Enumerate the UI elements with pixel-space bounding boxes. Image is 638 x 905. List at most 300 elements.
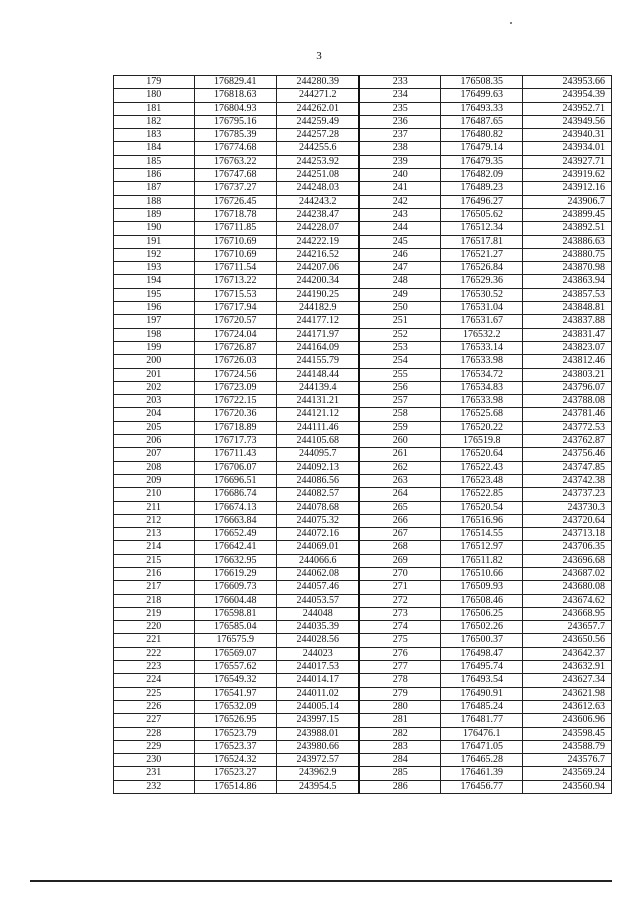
point-number-left-cell: 207 <box>114 448 195 461</box>
point-number-right-cell: 255 <box>359 368 440 381</box>
table-row <box>114 248 612 261</box>
y-coordinate-left-cell: 244248.03 <box>276 182 359 195</box>
point-number-right-cell: 285 <box>359 767 440 780</box>
y-coordinate-left-cell: 244048 <box>276 607 359 620</box>
x-coordinate-right-cell: 176493.54 <box>440 674 522 687</box>
table-row <box>114 115 612 128</box>
y-coordinate-left-cell: 244053.57 <box>276 594 359 607</box>
y-coordinate-left-cell: 244111.46 <box>276 421 359 434</box>
x-coordinate-left-cell: 176532.09 <box>194 700 276 713</box>
y-coordinate-right-cell: 243812.46 <box>523 355 612 368</box>
x-coordinate-right-cell: 176482.09 <box>440 169 522 182</box>
point-number-left-cell: 210 <box>114 488 195 501</box>
point-number-left-cell: 229 <box>114 740 195 753</box>
y-coordinate-left-cell: 244216.52 <box>276 248 359 261</box>
y-coordinate-left-cell: 244190.25 <box>276 288 359 301</box>
table-row <box>114 714 612 727</box>
point-number-left-cell: 194 <box>114 275 195 288</box>
y-coordinate-right-cell: 243606.96 <box>523 714 612 727</box>
y-coordinate-left-cell: 243997.15 <box>276 714 359 727</box>
point-number-right-cell: 257 <box>359 395 440 408</box>
y-coordinate-right-cell: 243560.94 <box>523 780 612 793</box>
table-row <box>114 142 612 155</box>
x-coordinate-left-cell: 176722.15 <box>194 395 276 408</box>
point-number-left-cell: 204 <box>114 408 195 421</box>
point-number-right-cell: 250 <box>359 302 440 315</box>
x-coordinate-left-cell: 176632.95 <box>194 554 276 567</box>
x-coordinate-left-cell: 176726.03 <box>194 355 276 368</box>
point-number-right-cell: 274 <box>359 621 440 634</box>
x-coordinate-right-cell: 176499.63 <box>440 89 522 102</box>
y-coordinate-right-cell: 243588.79 <box>523 740 612 753</box>
x-coordinate-left-cell: 176711.85 <box>194 222 276 235</box>
point-number-left-cell: 196 <box>114 302 195 315</box>
table-row <box>114 554 612 567</box>
x-coordinate-right-cell: 176533.98 <box>440 395 522 408</box>
y-coordinate-left-cell: 244086.56 <box>276 474 359 487</box>
x-coordinate-left-cell: 176718.78 <box>194 208 276 221</box>
x-coordinate-right-cell: 176498.47 <box>440 647 522 660</box>
x-coordinate-right-cell: 176521.27 <box>440 248 522 261</box>
coordinates-table <box>113 75 612 794</box>
point-number-right-cell: 264 <box>359 488 440 501</box>
y-coordinate-left-cell: 244121.12 <box>276 408 359 421</box>
x-coordinate-left-cell: 176829.41 <box>194 76 276 89</box>
y-coordinate-right-cell: 243706.35 <box>523 541 612 554</box>
table-row <box>114 89 612 102</box>
point-number-right-cell: 263 <box>359 474 440 487</box>
y-coordinate-left-cell: 244062.08 <box>276 567 359 580</box>
x-coordinate-left-cell: 176523.79 <box>194 727 276 740</box>
y-coordinate-left-cell: 243954.5 <box>276 780 359 793</box>
x-coordinate-right-cell: 176520.54 <box>440 501 522 514</box>
y-coordinate-right-cell: 243880.75 <box>523 248 612 261</box>
x-coordinate-left-cell: 176514.86 <box>194 780 276 793</box>
point-number-left-cell: 212 <box>114 514 195 527</box>
y-coordinate-left-cell: 244095.7 <box>276 448 359 461</box>
y-coordinate-right-cell: 243848.81 <box>523 302 612 315</box>
x-coordinate-left-cell: 176804.93 <box>194 102 276 115</box>
x-coordinate-right-cell: 176516.96 <box>440 514 522 527</box>
y-coordinate-right-cell: 243953.66 <box>523 76 612 89</box>
table-row <box>114 461 612 474</box>
point-number-right-cell: 235 <box>359 102 440 115</box>
y-coordinate-right-cell: 243927.71 <box>523 155 612 168</box>
y-coordinate-right-cell: 243823.07 <box>523 341 612 354</box>
y-coordinate-right-cell: 243863.94 <box>523 275 612 288</box>
x-coordinate-right-cell: 176485.24 <box>440 700 522 713</box>
point-number-left-cell: 184 <box>114 142 195 155</box>
point-number-right-cell: 278 <box>359 674 440 687</box>
y-coordinate-left-cell: 244011.02 <box>276 687 359 700</box>
x-coordinate-right-cell: 176530.52 <box>440 288 522 301</box>
point-number-left-cell: 180 <box>114 89 195 102</box>
point-number-right-cell: 271 <box>359 581 440 594</box>
x-coordinate-right-cell: 176487.65 <box>440 115 522 128</box>
x-coordinate-right-cell: 176479.35 <box>440 155 522 168</box>
y-coordinate-left-cell: 244280.39 <box>276 76 359 89</box>
y-coordinate-right-cell: 243632.91 <box>523 661 612 674</box>
y-coordinate-right-cell: 243742.38 <box>523 474 612 487</box>
x-coordinate-left-cell: 176663.84 <box>194 514 276 527</box>
point-number-left-cell: 226 <box>114 700 195 713</box>
x-coordinate-left-cell: 176619.29 <box>194 567 276 580</box>
point-number-right-cell: 243 <box>359 208 440 221</box>
x-coordinate-right-cell: 176517.81 <box>440 235 522 248</box>
point-number-right-cell: 261 <box>359 448 440 461</box>
y-coordinate-right-cell: 243788.08 <box>523 395 612 408</box>
point-number-right-cell: 266 <box>359 514 440 527</box>
table-row <box>114 661 612 674</box>
point-number-left-cell: 188 <box>114 195 195 208</box>
point-number-left-cell: 182 <box>114 115 195 128</box>
point-number-left-cell: 221 <box>114 634 195 647</box>
x-coordinate-right-cell: 176481.77 <box>440 714 522 727</box>
y-coordinate-right-cell: 243756.46 <box>523 448 612 461</box>
x-coordinate-left-cell: 176774.68 <box>194 142 276 155</box>
y-coordinate-right-cell: 243680.08 <box>523 581 612 594</box>
x-coordinate-left-cell: 176585.04 <box>194 621 276 634</box>
x-coordinate-left-cell: 176720.57 <box>194 315 276 328</box>
page-number: 3 <box>316 50 322 62</box>
x-coordinate-right-cell: 176523.48 <box>440 474 522 487</box>
y-coordinate-right-cell: 243598.45 <box>523 727 612 740</box>
point-number-left-cell: 197 <box>114 315 195 328</box>
y-coordinate-right-cell: 243627.34 <box>523 674 612 687</box>
point-number-left-cell: 201 <box>114 368 195 381</box>
y-coordinate-left-cell: 244105.68 <box>276 435 359 448</box>
table-row <box>114 594 612 607</box>
table-row <box>114 488 612 501</box>
y-coordinate-left-cell: 244255.6 <box>276 142 359 155</box>
y-coordinate-right-cell: 243713.18 <box>523 528 612 541</box>
point-number-left-cell: 213 <box>114 528 195 541</box>
x-coordinate-left-cell: 176524.32 <box>194 754 276 767</box>
point-number-right-cell: 237 <box>359 129 440 142</box>
point-number-left-cell: 193 <box>114 262 195 275</box>
y-coordinate-right-cell: 243730.3 <box>523 501 612 514</box>
point-number-right-cell: 240 <box>359 169 440 182</box>
x-coordinate-right-cell: 176500.37 <box>440 634 522 647</box>
y-coordinate-right-cell: 243886.63 <box>523 235 612 248</box>
table-row <box>114 541 612 554</box>
point-number-left-cell: 220 <box>114 621 195 634</box>
x-coordinate-right-cell: 176510.66 <box>440 567 522 580</box>
point-number-right-cell: 260 <box>359 435 440 448</box>
x-coordinate-left-cell: 176723.09 <box>194 381 276 394</box>
x-coordinate-left-cell: 176717.73 <box>194 435 276 448</box>
table-row <box>114 634 612 647</box>
x-coordinate-left-cell: 176575.9 <box>194 634 276 647</box>
x-coordinate-right-cell: 176520.22 <box>440 421 522 434</box>
y-coordinate-right-cell: 243642.37 <box>523 647 612 660</box>
table-row <box>114 687 612 700</box>
x-coordinate-left-cell: 176726.45 <box>194 195 276 208</box>
x-coordinate-right-cell: 176522.85 <box>440 488 522 501</box>
x-coordinate-left-cell: 176737.27 <box>194 182 276 195</box>
x-coordinate-left-cell: 176642.41 <box>194 541 276 554</box>
table-row <box>114 288 612 301</box>
x-coordinate-right-cell: 176461.39 <box>440 767 522 780</box>
x-coordinate-right-cell: 176533.98 <box>440 355 522 368</box>
y-coordinate-right-cell: 243772.53 <box>523 421 612 434</box>
table-row <box>114 328 612 341</box>
x-coordinate-left-cell: 176598.81 <box>194 607 276 620</box>
x-coordinate-left-cell: 176674.13 <box>194 501 276 514</box>
point-number-left-cell: 224 <box>114 674 195 687</box>
table-row <box>114 222 612 235</box>
table-row <box>114 700 612 713</box>
point-number-left-cell: 191 <box>114 235 195 248</box>
point-number-left-cell: 206 <box>114 435 195 448</box>
y-coordinate-left-cell: 244069.01 <box>276 541 359 554</box>
x-coordinate-left-cell: 176652.49 <box>194 528 276 541</box>
table-row <box>114 262 612 275</box>
point-number-right-cell: 279 <box>359 687 440 700</box>
table-row <box>114 129 612 142</box>
x-coordinate-left-cell: 176604.48 <box>194 594 276 607</box>
table-row <box>114 528 612 541</box>
y-coordinate-left-cell: 244005.14 <box>276 700 359 713</box>
x-coordinate-left-cell: 176710.69 <box>194 248 276 261</box>
y-coordinate-right-cell: 243906.7 <box>523 195 612 208</box>
y-coordinate-left-cell: 244164.09 <box>276 341 359 354</box>
point-number-right-cell: 268 <box>359 541 440 554</box>
point-number-right-cell: 233 <box>359 76 440 89</box>
coordinates-table-body <box>114 76 612 794</box>
y-coordinate-right-cell: 243831.47 <box>523 328 612 341</box>
y-coordinate-right-cell: 243837.88 <box>523 315 612 328</box>
y-coordinate-left-cell: 244257.28 <box>276 129 359 142</box>
x-coordinate-right-cell: 176508.46 <box>440 594 522 607</box>
point-number-left-cell: 195 <box>114 288 195 301</box>
point-number-left-cell: 216 <box>114 567 195 580</box>
x-coordinate-right-cell: 176525.68 <box>440 408 522 421</box>
point-number-left-cell: 232 <box>114 780 195 793</box>
point-number-right-cell: 258 <box>359 408 440 421</box>
y-coordinate-right-cell: 243747.85 <box>523 461 612 474</box>
x-coordinate-left-cell: 176747.68 <box>194 169 276 182</box>
y-coordinate-left-cell: 243980.66 <box>276 740 359 753</box>
table-row <box>114 514 612 527</box>
point-number-left-cell: 217 <box>114 581 195 594</box>
y-coordinate-left-cell: 244075.32 <box>276 514 359 527</box>
point-number-right-cell: 259 <box>359 421 440 434</box>
table-row <box>114 754 612 767</box>
y-coordinate-left-cell: 244014.17 <box>276 674 359 687</box>
y-coordinate-right-cell: 243940.31 <box>523 129 612 142</box>
y-coordinate-left-cell: 244057.46 <box>276 581 359 594</box>
y-coordinate-left-cell: 244035.39 <box>276 621 359 634</box>
x-coordinate-right-cell: 176509.93 <box>440 581 522 594</box>
table-row <box>114 740 612 753</box>
x-coordinate-left-cell: 176795.16 <box>194 115 276 128</box>
y-coordinate-right-cell: 243954.39 <box>523 89 612 102</box>
y-coordinate-left-cell: 244028.56 <box>276 634 359 647</box>
y-coordinate-right-cell: 243612.63 <box>523 700 612 713</box>
x-coordinate-left-cell: 176523.37 <box>194 740 276 753</box>
x-coordinate-right-cell: 176532.2 <box>440 328 522 341</box>
x-coordinate-left-cell: 176526.95 <box>194 714 276 727</box>
table-row <box>114 567 612 580</box>
point-number-right-cell: 282 <box>359 727 440 740</box>
y-coordinate-right-cell: 243696.68 <box>523 554 612 567</box>
x-coordinate-right-cell: 176531.67 <box>440 315 522 328</box>
x-coordinate-left-cell: 176726.87 <box>194 341 276 354</box>
point-number-left-cell: 219 <box>114 607 195 620</box>
y-coordinate-left-cell: 244222.19 <box>276 235 359 248</box>
table-row <box>114 235 612 248</box>
point-number-left-cell: 179 <box>114 76 195 89</box>
table-row <box>114 647 612 660</box>
point-number-right-cell: 234 <box>359 89 440 102</box>
x-coordinate-right-cell: 176520.64 <box>440 448 522 461</box>
point-number-right-cell: 277 <box>359 661 440 674</box>
y-coordinate-right-cell: 243668.95 <box>523 607 612 620</box>
table-row <box>114 421 612 434</box>
y-coordinate-left-cell: 244238.47 <box>276 208 359 221</box>
table-row <box>114 501 612 514</box>
point-number-right-cell: 251 <box>359 315 440 328</box>
x-coordinate-right-cell: 176496.27 <box>440 195 522 208</box>
table-row <box>114 448 612 461</box>
y-coordinate-left-cell: 243962.9 <box>276 767 359 780</box>
x-coordinate-right-cell: 176508.35 <box>440 76 522 89</box>
x-coordinate-right-cell: 176526.84 <box>440 262 522 275</box>
y-coordinate-left-cell: 244271.2 <box>276 89 359 102</box>
x-coordinate-right-cell: 176511.82 <box>440 554 522 567</box>
point-number-left-cell: 215 <box>114 554 195 567</box>
x-coordinate-right-cell: 176522.43 <box>440 461 522 474</box>
table-row <box>114 395 612 408</box>
y-coordinate-left-cell: 244177.12 <box>276 315 359 328</box>
x-coordinate-right-cell: 176505.62 <box>440 208 522 221</box>
table-row <box>114 368 612 381</box>
table-row <box>114 275 612 288</box>
x-coordinate-left-cell: 176720.36 <box>194 408 276 421</box>
point-number-right-cell: 249 <box>359 288 440 301</box>
point-number-left-cell: 181 <box>114 102 195 115</box>
table-row <box>114 474 612 487</box>
x-coordinate-left-cell: 176541.97 <box>194 687 276 700</box>
y-coordinate-left-cell: 244262.01 <box>276 102 359 115</box>
x-coordinate-right-cell: 176514.55 <box>440 528 522 541</box>
point-number-left-cell: 228 <box>114 727 195 740</box>
x-coordinate-right-cell: 176456.77 <box>440 780 522 793</box>
x-coordinate-right-cell: 176493.33 <box>440 102 522 115</box>
x-coordinate-right-cell: 176533.14 <box>440 341 522 354</box>
y-coordinate-right-cell: 243781.46 <box>523 408 612 421</box>
point-number-right-cell: 244 <box>359 222 440 235</box>
point-number-left-cell: 187 <box>114 182 195 195</box>
point-number-left-cell: 227 <box>114 714 195 727</box>
point-number-left-cell: 192 <box>114 248 195 261</box>
x-coordinate-right-cell: 176512.97 <box>440 541 522 554</box>
point-number-right-cell: 245 <box>359 235 440 248</box>
y-coordinate-left-cell: 244078.68 <box>276 501 359 514</box>
x-coordinate-left-cell: 176718.89 <box>194 421 276 434</box>
table-row <box>114 102 612 115</box>
table-row <box>114 780 612 793</box>
x-coordinate-right-cell: 176506.25 <box>440 607 522 620</box>
point-number-right-cell: 269 <box>359 554 440 567</box>
x-coordinate-right-cell: 176489.23 <box>440 182 522 195</box>
y-coordinate-right-cell: 243621.98 <box>523 687 612 700</box>
y-coordinate-left-cell: 243972.57 <box>276 754 359 767</box>
y-coordinate-left-cell: 244251.08 <box>276 169 359 182</box>
point-number-left-cell: 199 <box>114 341 195 354</box>
x-coordinate-left-cell: 176557.62 <box>194 661 276 674</box>
point-number-left-cell: 223 <box>114 661 195 674</box>
point-number-right-cell: 247 <box>359 262 440 275</box>
point-number-left-cell: 186 <box>114 169 195 182</box>
y-coordinate-right-cell: 243650.56 <box>523 634 612 647</box>
x-coordinate-left-cell: 176706.07 <box>194 461 276 474</box>
y-coordinate-right-cell: 243949.56 <box>523 115 612 128</box>
point-number-right-cell: 254 <box>359 355 440 368</box>
y-coordinate-left-cell: 244182.9 <box>276 302 359 315</box>
y-coordinate-left-cell: 244023 <box>276 647 359 660</box>
y-coordinate-right-cell: 243857.53 <box>523 288 612 301</box>
x-coordinate-left-cell: 176609.73 <box>194 581 276 594</box>
x-coordinate-right-cell: 176476.1 <box>440 727 522 740</box>
point-number-left-cell: 200 <box>114 355 195 368</box>
y-coordinate-right-cell: 243720.64 <box>523 514 612 527</box>
y-coordinate-right-cell: 243899.45 <box>523 208 612 221</box>
point-number-left-cell: 222 <box>114 647 195 660</box>
table-row <box>114 355 612 368</box>
point-number-right-cell: 241 <box>359 182 440 195</box>
y-coordinate-right-cell: 243892.51 <box>523 222 612 235</box>
table-row <box>114 315 612 328</box>
x-coordinate-left-cell: 176713.22 <box>194 275 276 288</box>
y-coordinate-right-cell: 243803.21 <box>523 368 612 381</box>
y-coordinate-left-cell: 244259.49 <box>276 115 359 128</box>
table-row <box>114 302 612 315</box>
x-coordinate-left-cell: 176724.56 <box>194 368 276 381</box>
y-coordinate-left-cell: 244207.06 <box>276 262 359 275</box>
y-coordinate-left-cell: 244139.4 <box>276 381 359 394</box>
x-coordinate-left-cell: 176763.22 <box>194 155 276 168</box>
table-row <box>114 674 612 687</box>
point-number-right-cell: 252 <box>359 328 440 341</box>
point-number-left-cell: 230 <box>114 754 195 767</box>
table-row <box>114 155 612 168</box>
x-coordinate-left-cell: 176715.53 <box>194 288 276 301</box>
point-number-left-cell: 218 <box>114 594 195 607</box>
y-coordinate-right-cell: 243870.98 <box>523 262 612 275</box>
table-row <box>114 408 612 421</box>
x-coordinate-right-cell: 176534.72 <box>440 368 522 381</box>
x-coordinate-left-cell: 176686.74 <box>194 488 276 501</box>
x-coordinate-right-cell: 176531.04 <box>440 302 522 315</box>
point-number-right-cell: 238 <box>359 142 440 155</box>
point-number-right-cell: 256 <box>359 381 440 394</box>
point-number-left-cell: 225 <box>114 687 195 700</box>
x-coordinate-right-cell: 176471.05 <box>440 740 522 753</box>
x-coordinate-left-cell: 176711.43 <box>194 448 276 461</box>
footer-rule <box>30 880 612 882</box>
y-coordinate-left-cell: 244253.92 <box>276 155 359 168</box>
point-number-right-cell: 246 <box>359 248 440 261</box>
table-row <box>114 76 612 89</box>
y-coordinate-left-cell: 244082.57 <box>276 488 359 501</box>
point-number-right-cell: 281 <box>359 714 440 727</box>
table-row <box>114 169 612 182</box>
point-number-right-cell: 242 <box>359 195 440 208</box>
x-coordinate-left-cell: 176710.69 <box>194 235 276 248</box>
table-row <box>114 767 612 780</box>
